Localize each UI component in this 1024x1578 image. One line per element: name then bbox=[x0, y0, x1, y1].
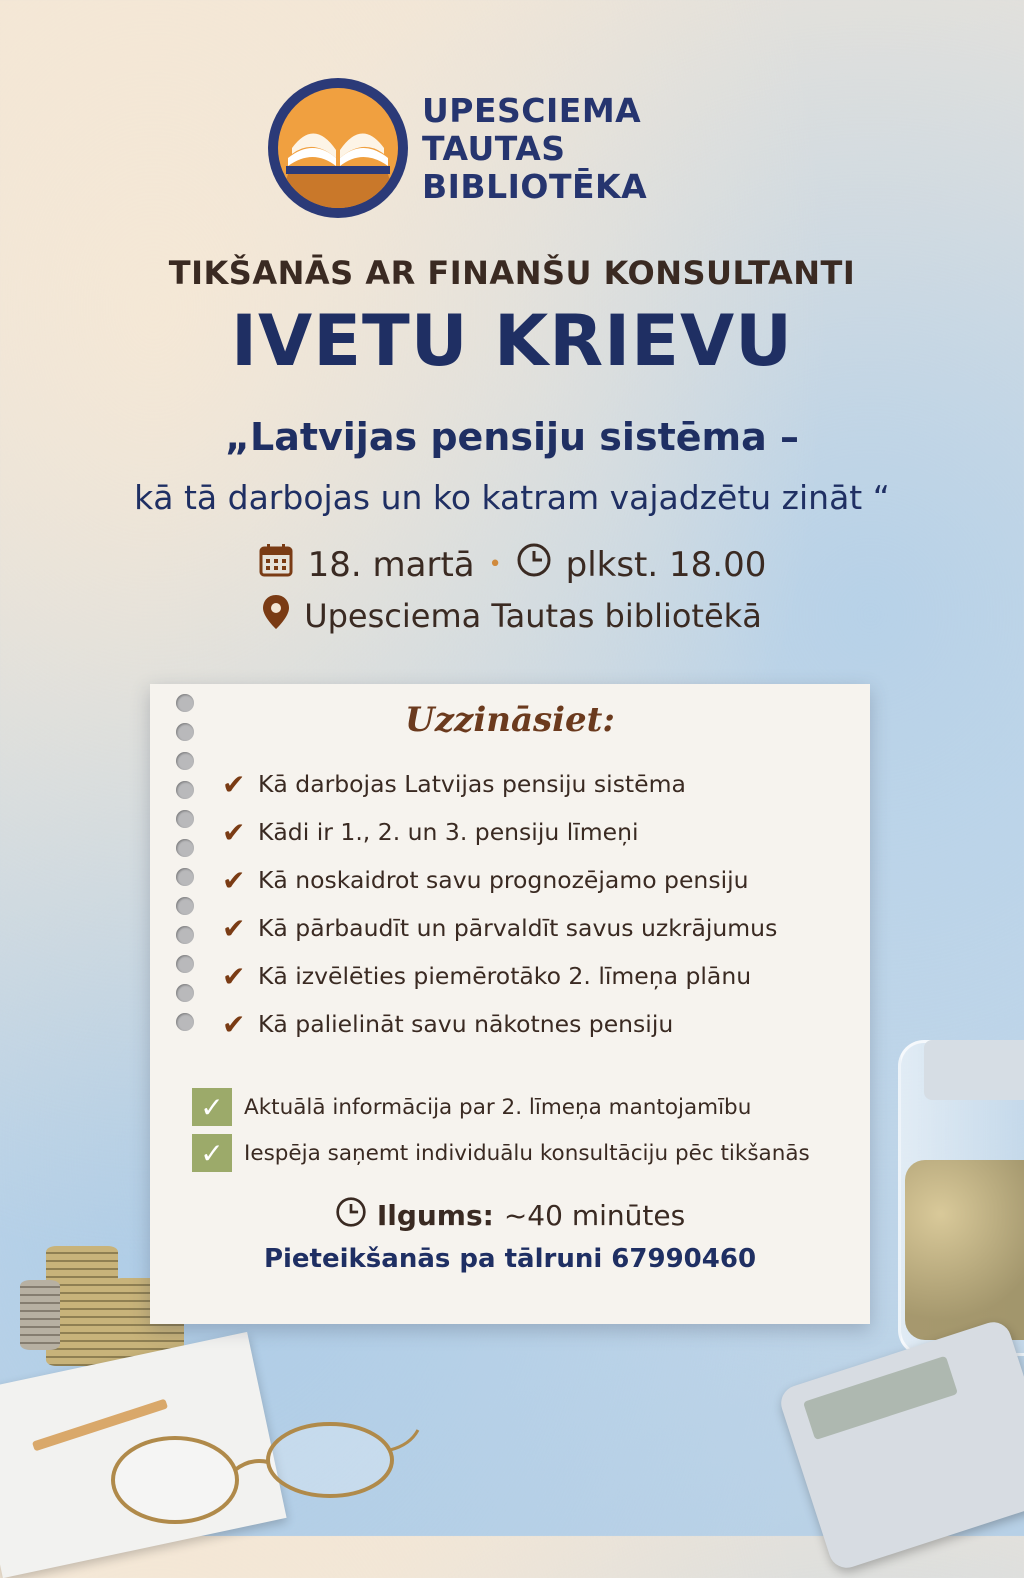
duration-value: ~40 minūtes bbox=[503, 1199, 686, 1232]
list-item bbox=[222, 808, 842, 856]
list-item-text: Kādi ir 1., 2. un 3. pensiju līmeņi bbox=[258, 818, 639, 846]
calendar-icon bbox=[258, 542, 294, 587]
checkmark-icon: ✔ bbox=[222, 815, 246, 849]
list-item-text: Kā noskaidrot savu prognozējamo pensiju bbox=[258, 866, 749, 894]
extra-item-text: Iespēja saņemt individuālu konsultāciju pēc tikšanās bbox=[244, 1140, 810, 1166]
checkmark-icon: ✔ bbox=[222, 863, 246, 897]
jar-lid bbox=[924, 1040, 1024, 1100]
logo-line-2: TAUTAS bbox=[422, 129, 566, 168]
jar-coins bbox=[905, 1160, 1024, 1340]
list-item bbox=[222, 856, 842, 904]
topic-line-2: kā tā darbojas un ko katram vajadzētu zināt “ bbox=[134, 478, 890, 517]
topic-line-1: „Latvijas pensiju sistēma – bbox=[225, 415, 799, 459]
event-time: plkst. 18.00 bbox=[565, 544, 767, 585]
list-item bbox=[222, 1000, 842, 1048]
checkmark-icon: ✔ bbox=[222, 767, 246, 801]
separator-dot: • bbox=[488, 552, 502, 577]
list-item bbox=[222, 760, 842, 808]
checkbox-icon: ✓ bbox=[192, 1134, 232, 1172]
extras-list bbox=[192, 1084, 872, 1176]
checkmark-icon: ✔ bbox=[222, 959, 246, 993]
registration-phone: Pieteikšanās pa tālruni 67990460 bbox=[263, 1244, 757, 1274]
calculator-image bbox=[777, 1318, 1024, 1573]
coin-stack-small bbox=[20, 1280, 60, 1350]
list-item bbox=[222, 952, 842, 1000]
speaker-name: IVETU KRIEVU bbox=[230, 300, 794, 382]
list-item-text: Kā darbojas Latvijas pensiju sistēma bbox=[258, 770, 686, 798]
card-title: Uzzināsiet: bbox=[405, 700, 615, 740]
location-row bbox=[0, 594, 1024, 638]
checkmark-icon: ✔ bbox=[222, 911, 246, 945]
list-item-text: Kā palielināt savu nākotnes pensiju bbox=[258, 1010, 674, 1038]
duration-label: Ilgums: bbox=[376, 1199, 494, 1232]
list-item-text: Kā pārbaudīt un pārvaldīt savus uzkrājumus bbox=[258, 914, 778, 942]
clock-icon bbox=[516, 542, 552, 587]
book-icon bbox=[278, 88, 398, 208]
date-time-row bbox=[0, 542, 1024, 587]
checkbox-icon: ✓ bbox=[192, 1088, 232, 1126]
learning-list bbox=[222, 760, 842, 1048]
duration-row bbox=[150, 1196, 870, 1235]
binder-holes bbox=[176, 694, 198, 1054]
library-name bbox=[422, 92, 682, 206]
extra-item bbox=[192, 1084, 872, 1130]
event-subtitle: TIKŠANĀS AR FINANŠU KONSULTANTI bbox=[168, 254, 856, 292]
extra-item bbox=[192, 1130, 872, 1176]
logo-line-1: UPESCIEMA bbox=[422, 91, 642, 130]
event-date: 18. martā bbox=[307, 544, 475, 585]
list-item bbox=[222, 904, 842, 952]
logo-line-3: BIBLIOTĒKA bbox=[422, 167, 648, 206]
list-item-text: Kā izvēlēties piemērotāko 2. līmeņa plānu bbox=[258, 962, 752, 990]
glasses-image bbox=[100, 1420, 420, 1530]
clock-icon bbox=[335, 1196, 367, 1235]
location-pin-icon bbox=[262, 594, 290, 638]
checkmark-icon: ✔ bbox=[222, 1007, 246, 1041]
extra-item-text: Aktuālā informācija par 2. līmeņa mantojamību bbox=[244, 1094, 752, 1120]
event-location: Upesciema Tautas bibliotēkā bbox=[304, 597, 762, 635]
